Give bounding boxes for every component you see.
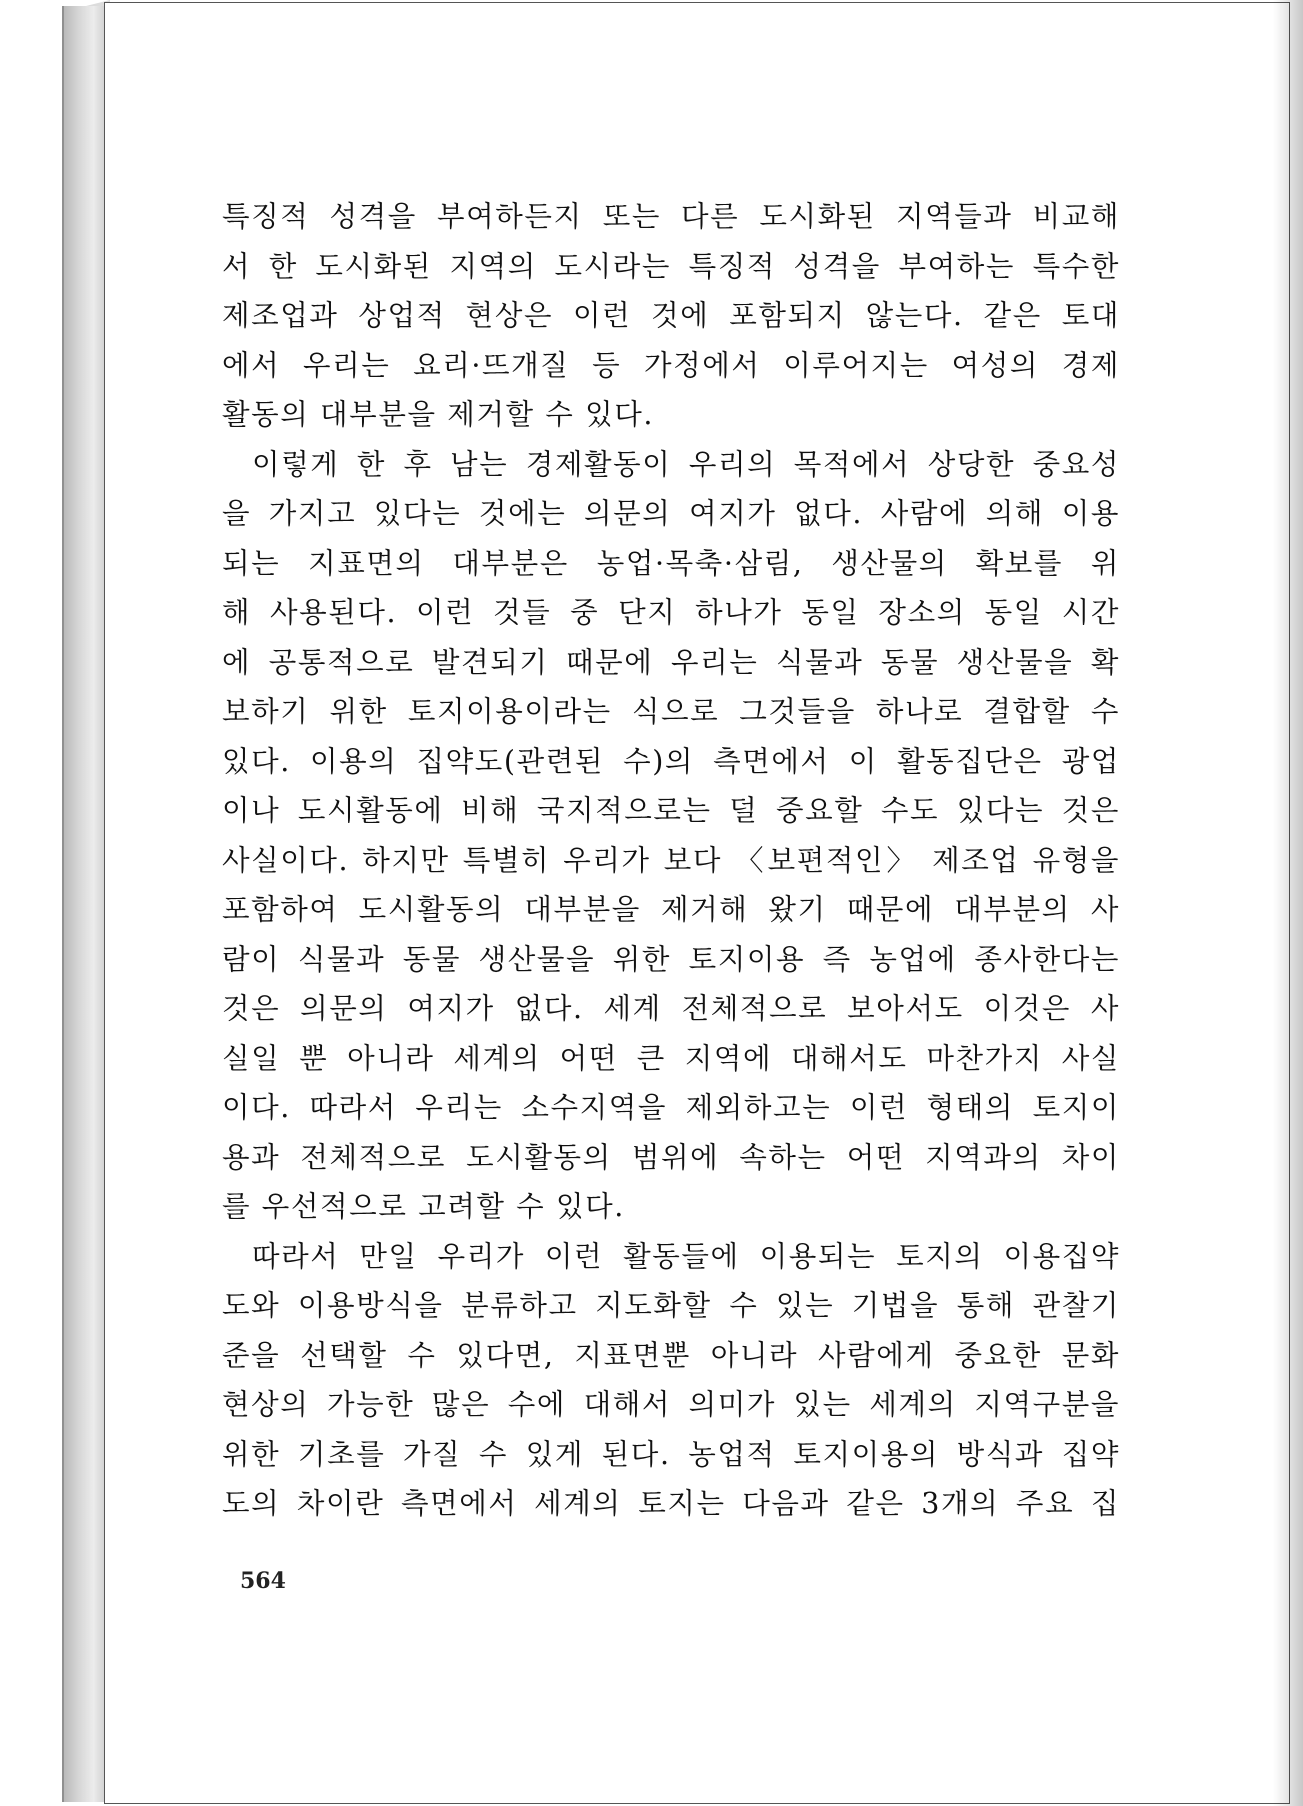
text-line: 있다. 이용의 집약도(관련된 수)의 측면에서 이 활동집단은 광업 — [222, 744, 1120, 778]
book-spine — [62, 6, 106, 1802]
text-line: 람이 식물과 동물 생산물을 위한 토지이용 즉 농업에 종사한다는 — [222, 942, 1120, 976]
text-line: 을 가지고 있다는 것에는 의문의 여지가 없다. 사람에 의해 이용 — [222, 497, 1120, 530]
text-line: 되는 지표면의 대부분은 농업·목축·삼림, 생산물의 확보를 위 — [222, 546, 1120, 580]
paragraph-3 — [222, 1232, 1120, 1529]
text-line: 이렇게 한 후 남는 경제활동이 우리의 목적에서 상당한 중요성 — [252, 447, 1120, 481]
text-line: 도와 이용방식을 분류하고 지도화할 수 있는 기법을 통해 관찰기 — [222, 1289, 1120, 1322]
text-line: 서 한 도시화된 지역의 도시라는 특징적 성격을 부여하는 특수한 — [222, 249, 1120, 283]
text-line: 실일 뿐 아니라 세계의 어떤 큰 지역에 대해서도 마찬가지 사실 — [222, 1041, 1120, 1075]
text-line: 이나 도시활동에 비해 국지적으로는 덜 중요할 수도 있다는 것은 — [222, 794, 1120, 827]
text-line: 준을 선택할 수 있다면, 지표면뿐 아니라 사람에게 중요한 문화 — [222, 1338, 1120, 1372]
text-line: 활동의 대부분을 제거할 수 있다. — [222, 398, 655, 431]
text-line: 용과 전체적으로 도시활동의 범위에 속하는 어떤 지역과의 차이 — [222, 1140, 1120, 1174]
body-text — [222, 192, 1120, 1529]
text-line: 도의 차이란 측면에서 세계의 토지는 다음과 같은 3개의 주요 집 — [222, 1487, 1120, 1520]
paragraph-1 — [222, 192, 1120, 440]
page-number: 564 — [240, 1568, 286, 1594]
text-line: 이다. 따라서 우리는 소수지역을 제외하고는 이런 형태의 토지이 — [222, 1091, 1120, 1124]
text-line: 것은 의문의 여지가 없다. 세계 전체적으로 보아서도 이것은 사 — [222, 992, 1120, 1025]
text-line: 를 우선적으로 고려할 수 있다. — [222, 1190, 625, 1223]
text-line: 사실이다. 하지만 특별히 우리가 보다 〈보편적인〉 제조업 유형을 — [222, 843, 1120, 877]
text-line: 에서 우리는 요리·뜨개질 등 가정에서 이루어지는 여성의 경제 — [222, 348, 1120, 382]
text-line: 포함하여 도시활동의 대부분을 제거해 왔기 때문에 대부분의 사 — [222, 893, 1120, 926]
text-line: 위한 기초를 가질 수 있게 된다. 농업적 토지이용의 방식과 집약 — [222, 1437, 1120, 1471]
text-line: 현상의 가능한 많은 수에 대해서 의미가 있는 세계의 지역구분을 — [222, 1388, 1120, 1421]
text-line: 따라서 만일 우리가 이런 활동들에 이용되는 토지의 이용집약 — [252, 1239, 1120, 1273]
text-line: 특징적 성격을 부여하든지 또는 다른 도시화된 지역들과 비교해 — [222, 200, 1120, 233]
text-line: 에 공통적으로 발견되기 때문에 우리는 식물과 동물 생산물을 확 — [222, 645, 1120, 679]
paragraph-2 — [222, 440, 1120, 1232]
text-line: 제조업과 상업적 현상은 이런 것에 포함되지 않는다. 같은 토대 — [222, 299, 1120, 332]
text-line: 보하기 위한 토지이용이라는 식으로 그것들을 하나로 결합할 수 — [222, 695, 1120, 728]
text-line: 해 사용된다. 이런 것들 중 단지 하나가 동일 장소의 동일 시간 — [222, 596, 1120, 629]
